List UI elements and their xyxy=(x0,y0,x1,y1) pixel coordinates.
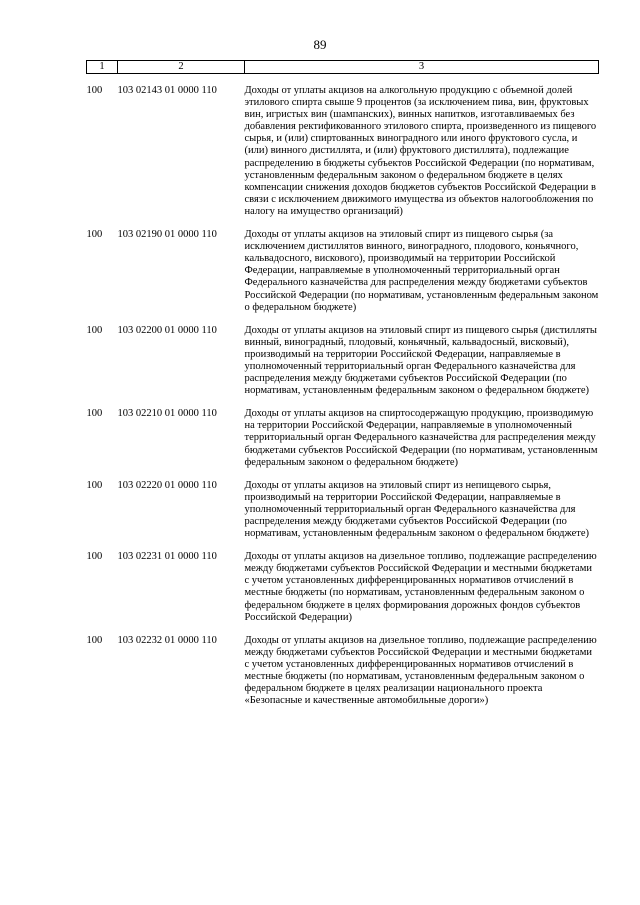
revenue-name: Доходы от уплаты акцизов на спиртосодержащую продукцию, производимую на территории Российской Федерации, направляемые в уполномоченный территориальный орган Федерального казначейства для распределения между бюджетами субъектов Российской Федерации (по нормативам, установленным федеральным законом о федеральном бюджете) xyxy=(244,408,598,468)
revenue-name: Доходы от уплаты акцизов на этиловый спирт из пищевого сырья (за исключением дистиллятов винного, виноградного, плодового, коньячного, кальвадосного, вискового), производимый на территории Российской Федерации, направляемые в уполномоченный территориальный орган Федерального казначейства для распределения между бюджетами субъектов Российской Федерации (по нормативам, установленным федеральным законом о федеральном бюджете) xyxy=(244,229,599,313)
revenue-code: 103 02220 01 0000 110 xyxy=(117,479,217,491)
header-col-3: 3 xyxy=(245,61,599,74)
table-row xyxy=(87,85,599,218)
revenue-code: 103 02190 01 0000 110 xyxy=(117,229,217,241)
admin-code: 100 xyxy=(86,408,103,420)
table-header-row xyxy=(87,61,599,74)
budget-classification-table xyxy=(86,60,599,707)
table-row xyxy=(87,229,599,314)
admin-code: 100 xyxy=(86,479,103,491)
table-row xyxy=(87,325,599,398)
header-col-1: 1 xyxy=(87,61,118,74)
admin-code: 100 xyxy=(86,634,103,646)
table-row xyxy=(87,551,599,624)
revenue-name: Доходы от уплаты акцизов на дизельное топливо, подлежащие распределению между бюджетами субъектов Российской Федерации и местными бюджетами с учетом установленных дифференцированных нормативов отчислений в местные бюджеты (по нормативам, установленным федеральным законом о федеральном бюджете в целях формирования дорожных фондов субъектов Российской Федерации) xyxy=(244,551,597,623)
revenue-code: 103 02231 01 0000 110 xyxy=(117,551,217,563)
revenue-code: 103 02143 01 0000 110 xyxy=(117,85,217,96)
table-row xyxy=(87,480,599,540)
revenue-code: 103 02232 01 0000 110 xyxy=(117,634,217,646)
page-number: 89 xyxy=(313,37,327,52)
revenue-code: 103 02210 01 0000 110 xyxy=(117,408,217,420)
admin-code: 100 xyxy=(86,324,103,336)
revenue-code: 103 02200 01 0000 110 xyxy=(117,324,217,336)
admin-code: 100 xyxy=(86,85,103,96)
revenue-name: Доходы от уплаты акцизов на дизельное топливо, подлежащие распределению между бюджетами субъектов Российской Федерации и местными бюджетами с учетом установленных дифференцированных нормативов отчислений в местные бюджеты (по нормативам, установленным федеральным законом о федеральном бюджете в целях реализации национального проекта «Безопасные и качественные автомобильные дороги») xyxy=(244,634,597,707)
revenue-name: Доходы от уплаты акцизов на алкогольную продукцию с объемной долей этилового спирта свыше 9 процентов (за исключением пива, вин, фруктовых вин, игристых вин (шампанских), винных напитков, изготавливаемых без добавления ректификованного этилового спирта, произведенного из пищевого сырья, и (или) спиртованных виноградного или иного фруктового сусла, и (или) винного дистиллята, и (или) фруктового дистиллята), подлежащие распределению в бюджеты субъектов Российской Федерации (по нормативам, установленным федеральным законом о федеральном бюджете в целях компенсации снижения доходов бюджетов субъектов Российской Федерации в связи с исключением движимого имущества из объектов налогообложения по налогу на имущество организаций) xyxy=(244,85,597,217)
revenue-name: Доходы от уплаты акцизов на этиловый спирт из непищевого сырья, производимый на территории Российской Федерации, направляемые в уполномоченный территориальный орган Федерального казначейства для распределения между бюджетами субъектов Российской Федерации (по нормативам, установленным федеральным законом о федеральном бюджете) xyxy=(244,479,590,540)
revenue-name: Доходы от уплаты акцизов на этиловый спирт из пищевого сырья (дистилляты винный, виноградный, плодовый, коньячный, кальвадосный, висковый), производимый на территории Российской Федерации, направляемые в уполномоченный территориальный орган Федерального казначейства для распределения между бюджетами субъектов Российской Федерации (по нормативам, установленным федеральным законом о федеральном бюджете) xyxy=(244,324,597,397)
admin-code: 100 xyxy=(86,551,103,563)
table-row xyxy=(87,408,599,468)
header-col-2: 2 xyxy=(118,61,245,74)
table-row xyxy=(87,635,599,708)
admin-code: 100 xyxy=(86,229,103,241)
